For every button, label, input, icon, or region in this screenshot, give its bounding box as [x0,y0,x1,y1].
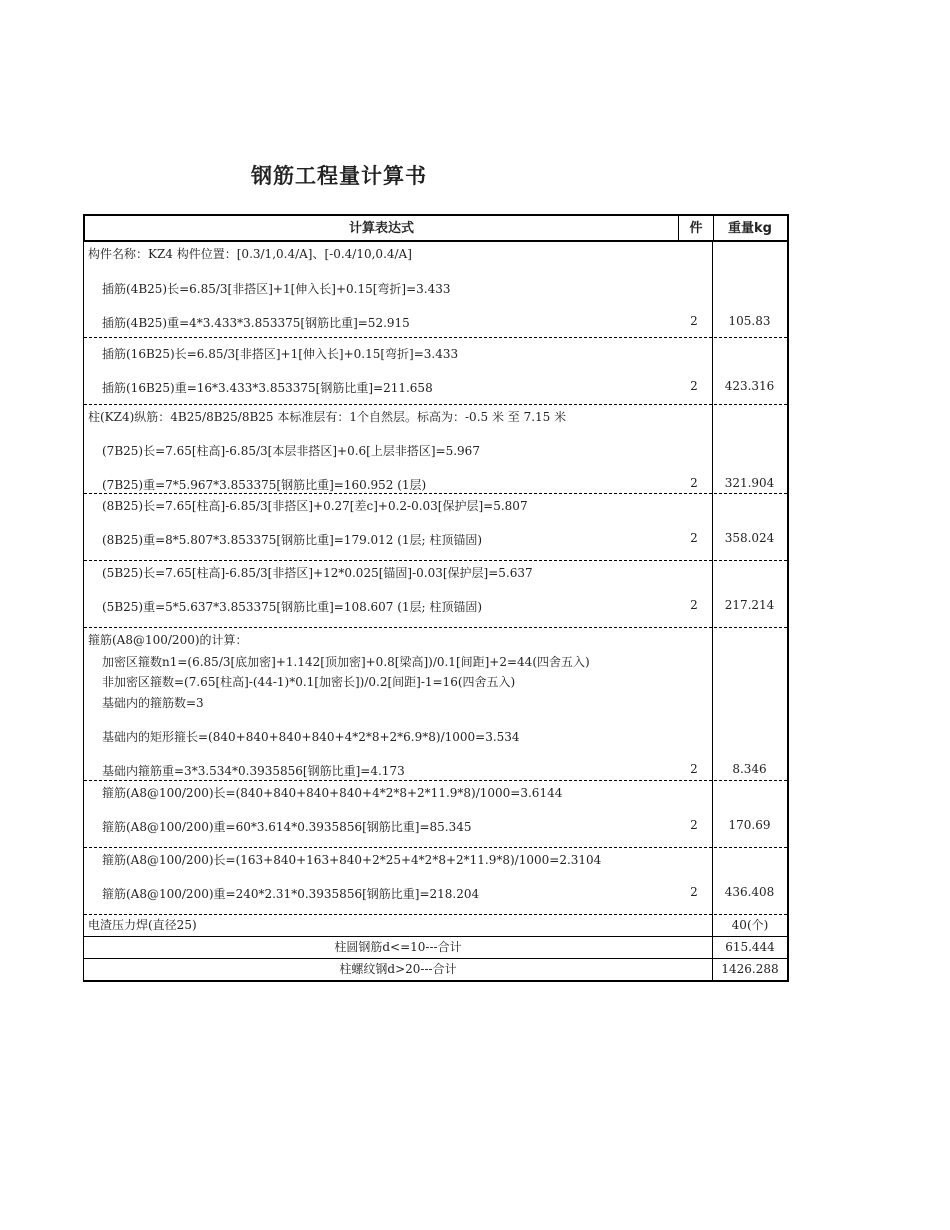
calc-line [84,442,787,458]
calc-line [84,379,787,395]
calc-expression: 箍筋(A8@100/200)重=60*3.614*0.3935856[钢筋比重]=85.345 [102,820,472,834]
weight-cell: 105.83 [728,314,771,328]
header-weight: 重量kg [728,221,772,236]
calc-expression: 基础内的箍筋数=3 [102,696,204,710]
count-cell: 2 [690,314,698,328]
calc-line [84,280,787,296]
calc-expression: 箍筋(A8@100/200)重=240*2.31*0.3935856[钢筋比重]=218.204 [102,887,480,901]
weight-cell: 217.214 [724,598,775,612]
calc-line [84,673,787,689]
count-cell: 2 [690,531,698,545]
calc-group [84,848,787,915]
calc-expression: (8B25)重=8*5.807*3.853375[钢筋比重]=179.012 (1层; 柱顶锚固) [102,533,483,547]
count-cell: 2 [690,818,698,832]
calc-expression: (5B25)重=5*5.637*3.853375[钢筋比重]=108.607 (1层; 柱顶锚固) [102,600,483,614]
count-cell: 2 [690,885,698,899]
count-cell: 2 [690,598,698,612]
calc-line [84,818,787,834]
calc-expression: 基础内箍筋重=3*3.534*0.3935856[钢筋比重]=4.173 [102,764,405,778]
calc-expression: (8B25)长=7.65[柱高]-6.85/3[非搭区]+0.27[差c]+0.2-0.03[保护层]=5.807 [102,499,528,513]
weld-label: 电渣压力焊(直径25) [88,918,197,932]
column-divider [712,242,713,915]
calc-expression: 柱(KZ4)纵筋：4B25/8B25/8B25 本标准层有：1个自然层。标高为：-0.5 米 至 7.15 米 [88,410,567,424]
calc-line [84,631,787,647]
count-cell: 2 [690,379,698,393]
calc-expression: 箍筋(A8@100/200)长=(163+840+163+840+2*25+4*2*8+2*11.9*8)/1000=2.3104 [102,853,602,867]
weld-row [84,915,787,936]
calc-expression: 箍筋(A8@100/200)长=(840+840+840+840+4*2*8+2*11.9*8)/1000=3.6144 [102,786,563,800]
calc-line [84,476,787,492]
weight-cell: 436.408 [724,885,775,899]
calc-line [84,851,787,867]
calc-expression: 加密区箍数n1=(6.85/3[底加密]+1.142[顶加密]+0.8[梁高])/0.1[间距]+2=44(四舍五入) [102,655,590,669]
calc-line [84,408,787,424]
table-header [83,214,789,242]
calc-line [84,728,787,744]
calc-group [84,405,787,494]
calc-expression: 非加密区箍数=(7.65[柱高]-(44-1)*0.1[加密长])/0.2[间距]-1=16(四舍五入) [102,675,516,689]
calc-expression: 插筋(16B25)重=16*3.433*3.853375[钢筋比重]=211.658 [102,381,433,395]
calc-group [84,242,787,338]
weight-cell: 423.316 [724,379,775,393]
calc-expression: 箍筋(A8@100/200)的计算： [88,633,248,647]
calc-expression: (7B25)重=7*5.967*3.853375[钢筋比重]=160.952 (1层) [102,478,427,492]
header-expr: 计算表达式 [348,221,414,236]
total-value: 1426.288 [712,959,787,980]
calc-line [84,694,787,710]
total-label: 柱螺纹钢d>20---合计 [339,962,457,976]
header-count: 件 [678,216,714,240]
count-cell: 2 [690,762,698,776]
calc-expression: 基础内的矩形箍长=(840+840+840+840+4*2*8+2*6.9*8)/1000=3.534 [102,730,520,744]
calc-group [84,781,787,848]
calc-sheet [83,214,789,982]
calc-line [84,314,787,330]
weld-value: 40(个) [712,915,787,936]
total-row [84,936,787,958]
calc-expression: (7B25)长=7.65[柱高]-6.85/3[本层非搭区]+0.6[上层非搭区]=5.967 [102,444,480,458]
page-title: 钢筋工程量计算书 [251,164,427,188]
calc-line [84,497,787,513]
calc-expression: 插筋(4B25)长=6.85/3[非搭区]+1[伸入长]+0.15[弯折]=3.433 [102,282,451,296]
calc-group [84,628,787,781]
calc-group [84,561,787,628]
calc-expression: 插筋(4B25)重=4*3.433*3.853375[钢筋比重]=52.915 [102,316,410,330]
weight-cell: 170.69 [728,818,771,832]
calc-group [84,338,787,405]
calc-line [84,531,787,547]
calc-line [84,245,787,261]
calc-expression: 插筋(16B25)长=6.85/3[非搭区]+1[伸入长]+0.15[弯折]=3.433 [102,347,459,361]
calc-line [84,784,787,800]
weight-cell: 321.904 [724,476,775,490]
calc-line [84,885,787,901]
total-value: 615.444 [712,937,787,958]
weight-cell: 358.024 [724,531,775,545]
calc-line [84,653,787,669]
calc-group [84,494,787,561]
calc-line [84,564,787,580]
table-body [83,242,789,982]
count-cell: 2 [690,476,698,490]
total-label: 柱圆钢筋d<=10---合计 [334,940,462,954]
calc-expression: 构件名称：KZ4 构件位置：[0.3/1,0.4/A]、[-0.4/10,0.4/A] [88,247,412,261]
calc-line [84,598,787,614]
calc-line [84,762,787,778]
calc-line [84,345,787,361]
calc-expression: (5B25)长=7.65[柱高]-6.85/3[非搭区]+12*0.025[锚固]-0.03[保护层]=5.637 [102,566,533,580]
weight-cell: 8.346 [732,762,767,776]
total-row [84,958,787,982]
